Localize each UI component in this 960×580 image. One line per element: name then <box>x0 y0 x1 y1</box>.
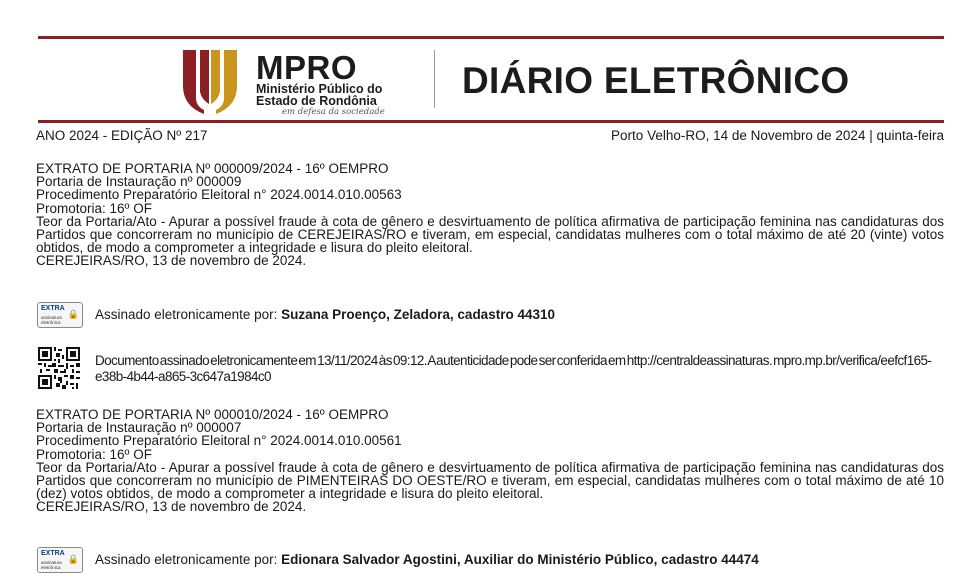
brand-motto: em defesa da sociedade <box>282 107 385 117</box>
journal-title: DIÁRIO ELETRÔNICO <box>462 60 850 101</box>
signature-text <box>95 552 759 568</box>
electronic-signature-seal <box>37 547 83 573</box>
extract-teor: Teor da Portaria/Ato - Apurar a possível fraude à cota de gênero e desvirtuamento de política afirmativa de participação feminina nas candidaturas dos Partidos que concorreram no município de PIMENTEIRAS DO OESTE/RO e tiveram, em especial, candidatas mulheres com o total máximo de até 10 (dez) votos obtidos, de modo a comprometer a integridade e lisura do pleito eleitoral. <box>36 459 944 502</box>
seal-top-label: EXTRA <box>41 550 65 557</box>
signer-name: Edionara Salvador Agostini, Auxiliar do Ministério Público, cadastro 44474 <box>281 552 759 567</box>
extract-portaria-000010 <box>36 408 944 514</box>
seal-top-label: EXTRA <box>41 305 65 312</box>
extract-portaria: Portaria de Instauração nº 000009 <box>36 174 242 190</box>
seal-bottom-label: assinatura eletrônica <box>41 315 62 325</box>
signature-row <box>37 302 943 328</box>
brand-name: MPRO <box>256 49 357 86</box>
extract-portaria: Portaria de Instauração nº 000007 <box>36 420 242 436</box>
signature-text <box>95 307 555 323</box>
brand-block <box>256 49 426 117</box>
edition-number: ANO 2024 - EDIÇÃO Nº 217 <box>36 128 208 143</box>
signature-prefix: Assinado eletronicamente por: <box>95 307 278 322</box>
brand-line-1: Ministério Público do <box>256 82 383 96</box>
extract-local-data: CEREJEIRAS/RO, 13 de novembro de 2024. <box>36 499 307 515</box>
electronic-signature-seal <box>37 302 83 328</box>
signature-row <box>37 547 943 573</box>
extract-promotoria: Promotoria: 16º OF <box>36 200 152 216</box>
seal-bottom-label: assinatura eletrônica <box>41 560 62 570</box>
signature-prefix: Assinado eletronicamente por: <box>95 552 278 567</box>
authentication-notice: Documento assinado eletronicamente em 13/11/2024 às 09:12. A autenticidade pode ser conferida em http://centraldeassinaturas. mpro.mp.br/verifica/eefcf165-e38b-4b44-a865-3c647a1984c0 <box>95 353 932 384</box>
extract-title: EXTRATO DE PORTARIA Nº 000010/2024 - 16º OEMPRO <box>36 407 389 422</box>
extract-procedimento: Procedimento Preparatório Eleitoral n° 2024.0014.010.00561 <box>36 433 402 449</box>
edition-bar <box>36 127 944 145</box>
header-divider <box>434 50 435 108</box>
qr-code-icon[interactable] <box>38 347 80 389</box>
extract-procedimento: Procedimento Preparatório Eleitoral n° 2024.0014.010.00563 <box>36 187 402 203</box>
lock-icon: 🔒 <box>67 309 79 319</box>
extract-title: EXTRATO DE PORTARIA Nº 000009/2024 - 16º OEMPRO <box>36 161 389 176</box>
header-top-rule <box>38 36 944 39</box>
brand-line-2: Estado de Rondônia <box>256 94 377 108</box>
extract-local-data: CEREJEIRAS/RO, 13 de novembro de 2024. <box>36 253 307 269</box>
extract-teor: Teor da Portaria/Ato - Apurar a possível fraude à cota de gênero e desvirtuamento de política afirmativa de participação feminina nas candidaturas dos Partidos que concorreram no município de CEREJEIRAS/RO e tiveram, em especial, candidatas mulheres com o total máximo de até 20 (vinte) votos obtidos, de modo a comprometer a integridade e lisura do pleito eleitoral. <box>36 213 944 256</box>
publication-date: Porto Velho-RO, 14 de Novembro de 2024 | quinta-feira <box>611 128 944 143</box>
extract-portaria-000009 <box>36 162 944 268</box>
mpro-logo-icon <box>180 46 240 116</box>
extract-promotoria: Promotoria: 16º OF <box>36 446 152 462</box>
lock-icon: 🔒 <box>67 554 79 564</box>
signer-name: Suzana Proenço, Zeladora, cadastro 44310 <box>281 307 555 322</box>
header-bottom-rule <box>38 120 944 123</box>
